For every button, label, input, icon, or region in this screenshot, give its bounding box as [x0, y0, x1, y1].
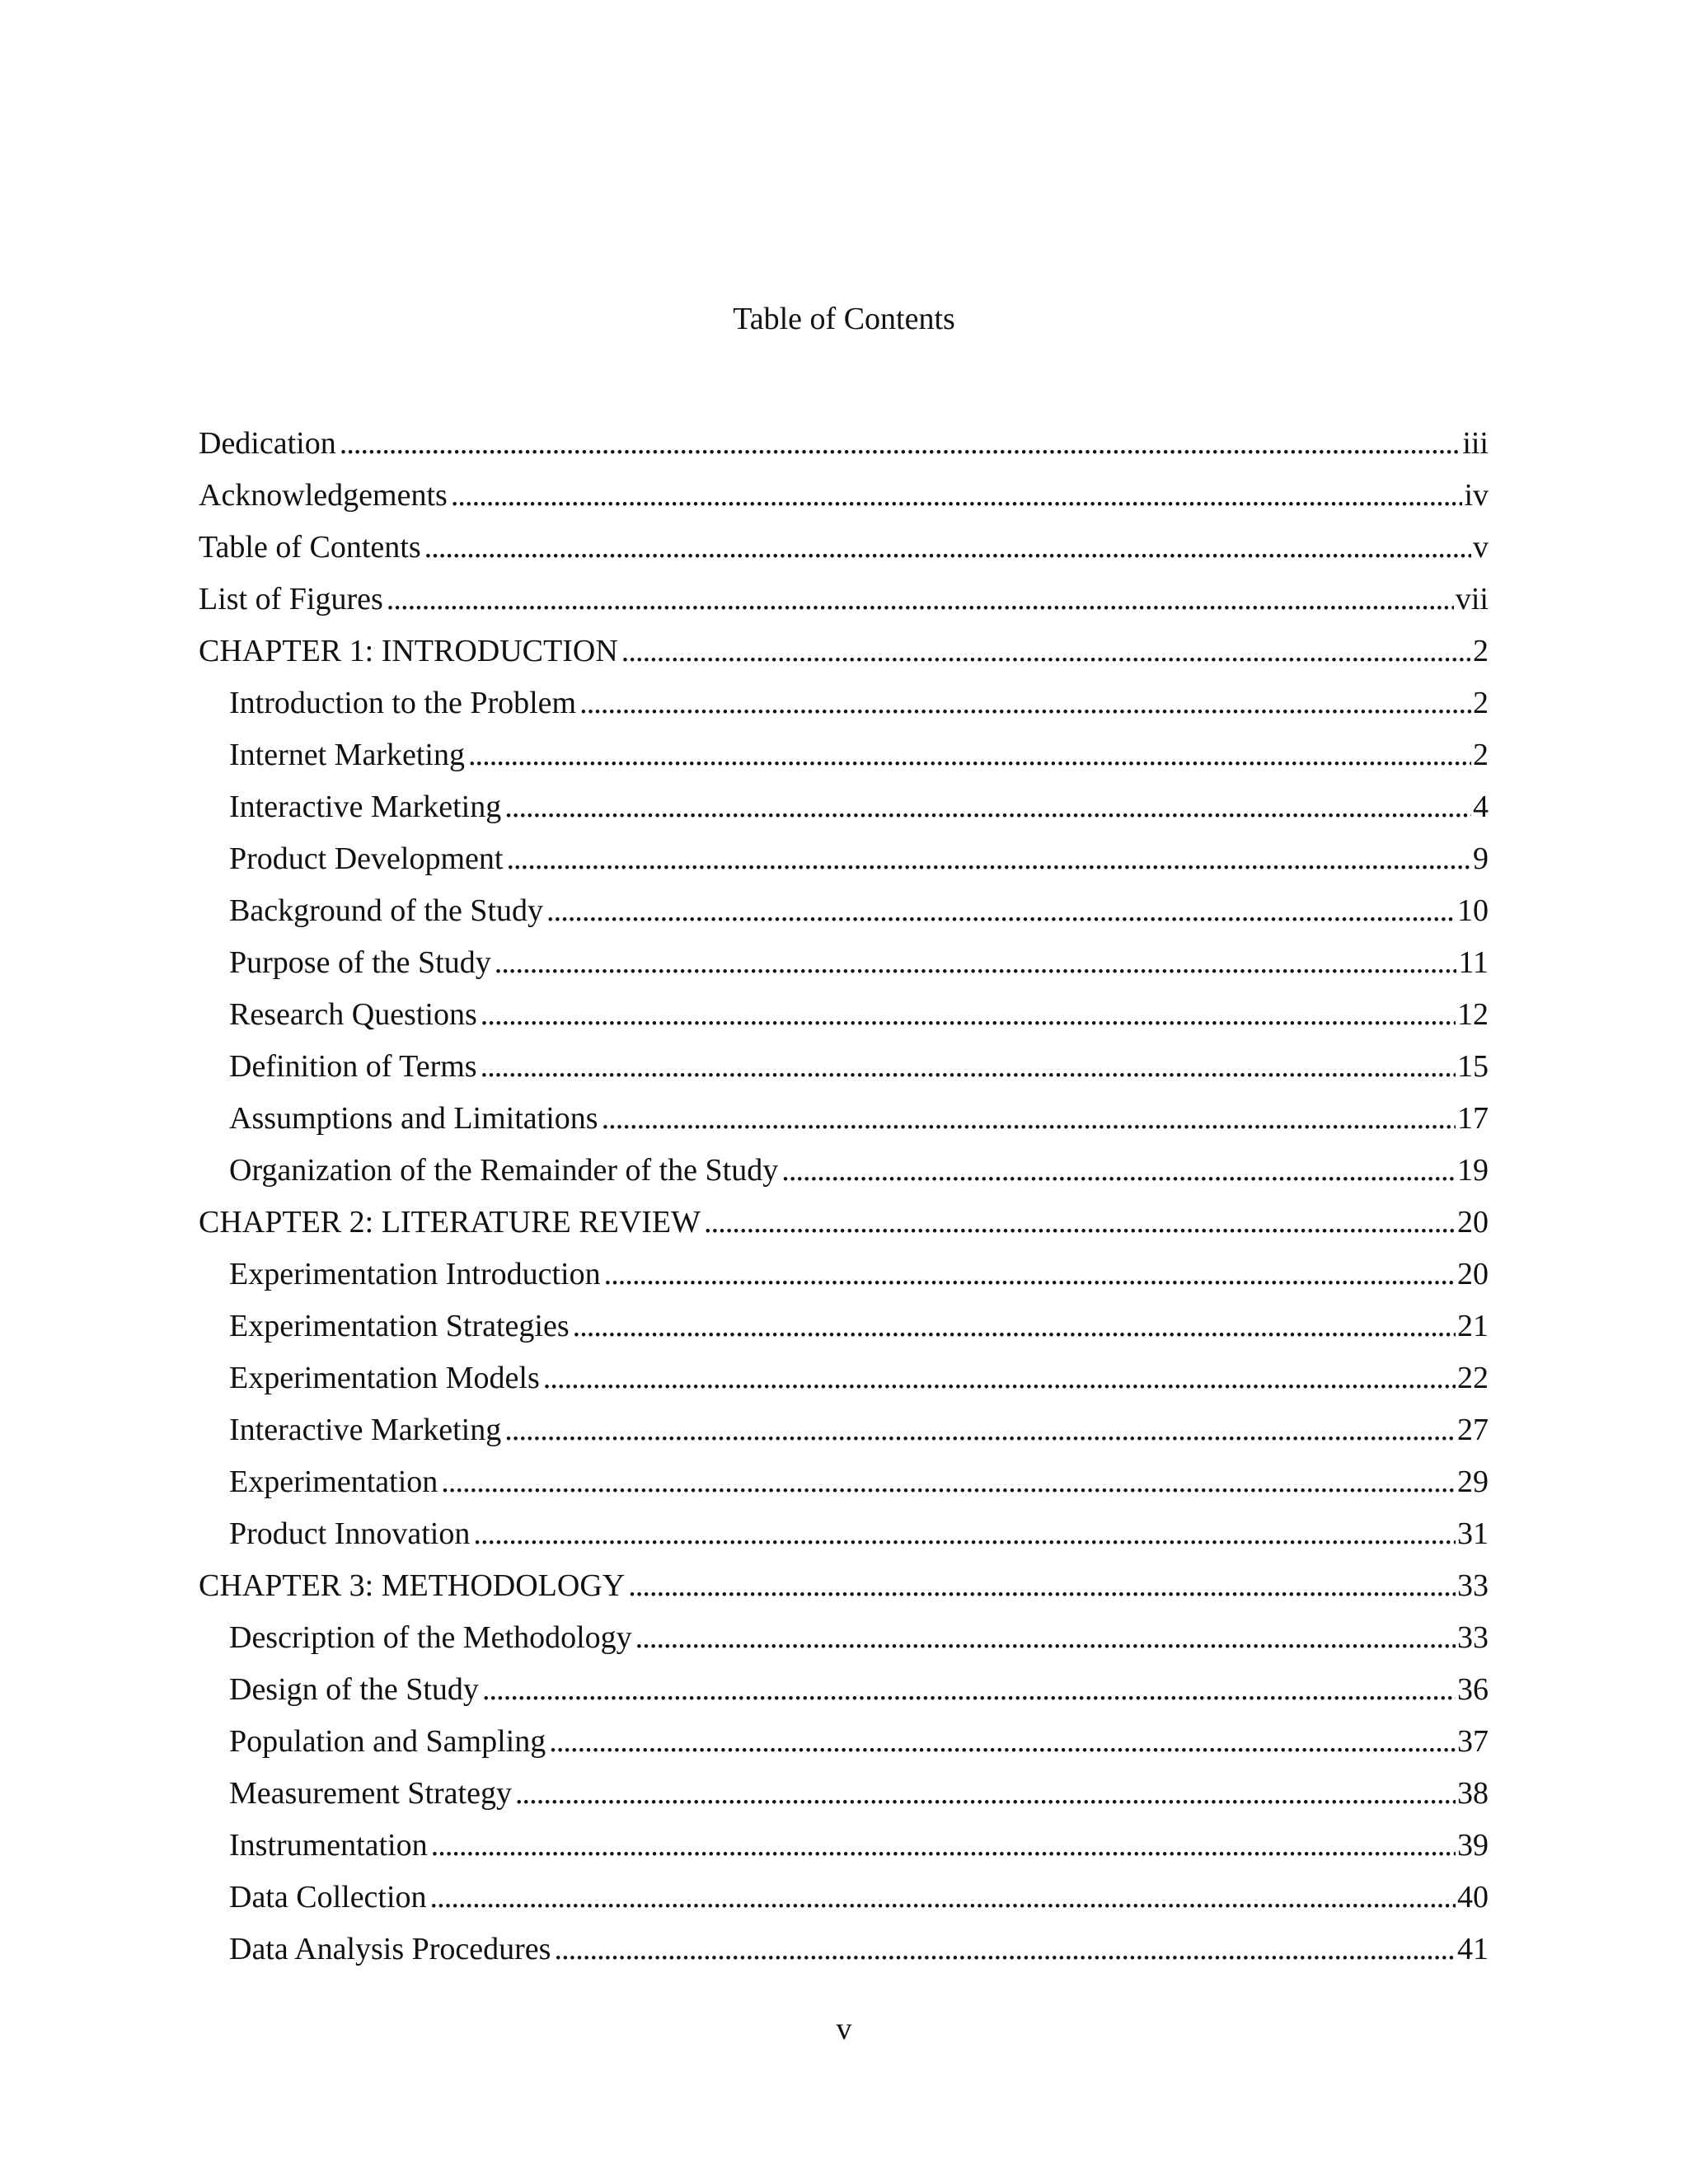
toc-entry-label: Product Innovation: [229, 1516, 471, 1551]
toc-entry-page: 29: [1457, 1465, 1489, 1499]
toc-entry-page: 10: [1457, 893, 1489, 928]
dot-leader: [503, 786, 1471, 827]
toc-entry-page: 27: [1457, 1413, 1489, 1447]
toc-entry-page: 41: [1457, 1932, 1489, 1966]
toc-entry-section[interactable]: [199, 776, 1489, 827]
toc-entry-label: Data Analysis Procedures: [229, 1932, 551, 1966]
toc-entry-label: Definition of Terms: [229, 1049, 477, 1084]
toc-list: [199, 412, 1489, 1970]
toc-entry-page: 22: [1457, 1361, 1489, 1395]
toc-entry-section[interactable]: [199, 1762, 1489, 1814]
toc-entry-label: Experimentation Strategies: [229, 1309, 570, 1343]
dot-leader: [571, 1305, 1456, 1347]
toc-entry-label: Interactive Marketing: [229, 1413, 502, 1447]
toc-entry-section[interactable]: [199, 1451, 1489, 1502]
dot-leader: [467, 734, 1471, 776]
dot-leader: [429, 1825, 1456, 1866]
toc-entry-section[interactable]: [199, 879, 1489, 931]
toc-entry-label: Description of the Methodology: [229, 1620, 632, 1655]
toc-entry-section[interactable]: [199, 1087, 1489, 1139]
toc-entry-section[interactable]: [199, 1658, 1489, 1710]
toc-entry-label: Product Development: [229, 841, 504, 876]
toc-entry-page: 9: [1473, 841, 1489, 876]
dot-leader: [338, 423, 1461, 464]
dot-leader: [545, 890, 1456, 931]
dot-leader: [552, 1929, 1456, 1970]
toc-entry-page: 4: [1473, 790, 1489, 824]
toc-entry-label: Population and Sampling: [229, 1724, 546, 1759]
dot-leader: [479, 1046, 1456, 1087]
toc-entry-label: Organization of the Remainder of the Study: [229, 1153, 779, 1188]
dot-leader: [385, 579, 1454, 620]
toc-entry-section[interactable]: [199, 724, 1489, 776]
toc-entry-page: 12: [1457, 997, 1489, 1032]
dot-leader: [513, 1773, 1456, 1814]
toc-entry-label: Table of Contents: [199, 530, 421, 565]
toc-entry-label: Experimentation: [229, 1465, 438, 1499]
toc-entry-page: 31: [1457, 1516, 1489, 1551]
toc-entry-section[interactable]: [199, 1710, 1489, 1762]
toc-entry-section[interactable]: [199, 1502, 1489, 1554]
dot-leader: [493, 942, 1457, 983]
toc-entry-label: Background of the Study: [229, 893, 544, 928]
toc-entry-label: Interactive Marketing: [229, 790, 502, 824]
toc-entry-section[interactable]: [199, 827, 1489, 879]
toc-entry-page: 2: [1473, 634, 1489, 668]
dot-leader: [600, 1098, 1456, 1139]
dot-leader: [449, 475, 1463, 516]
toc-entry-label: Internet Marketing: [229, 738, 465, 772]
toc-entry-page: iii: [1462, 426, 1489, 461]
toc-entry-section[interactable]: [199, 983, 1489, 1035]
toc-entry-chapter[interactable]: [199, 464, 1489, 516]
dot-leader: [504, 838, 1471, 879]
dot-leader: [634, 1617, 1456, 1658]
dot-leader: [780, 1150, 1456, 1191]
dot-leader: [481, 1669, 1456, 1710]
toc-entry-page: v: [1473, 530, 1489, 565]
dot-leader: [578, 682, 1471, 724]
toc-entry-section[interactable]: [199, 1243, 1489, 1295]
dot-leader: [471, 1513, 1456, 1554]
toc-entry-section[interactable]: [199, 672, 1489, 724]
toc-entry-label: CHAPTER 3: METHODOLOGY: [199, 1568, 626, 1603]
toc-entry-chapter[interactable]: [199, 1554, 1489, 1606]
toc-entry-section[interactable]: [199, 1918, 1489, 1970]
toc-entry-section[interactable]: [199, 1606, 1489, 1658]
toc-entry-page: 40: [1457, 1880, 1489, 1915]
toc-entry-page: 20: [1457, 1257, 1489, 1291]
toc-entry-label: Dedication: [199, 426, 336, 461]
dot-leader: [626, 1565, 1456, 1606]
page-title: Table of Contents: [733, 302, 955, 336]
toc-entry-chapter[interactable]: [199, 516, 1489, 568]
toc-entry-label: CHAPTER 1: INTRODUCTION: [199, 634, 618, 668]
toc-entry-section[interactable]: [199, 1866, 1489, 1918]
toc-entry-page: 19: [1457, 1153, 1489, 1188]
dot-leader: [702, 1202, 1456, 1243]
toc-entry-section[interactable]: [199, 1814, 1489, 1866]
toc-entry-page: 20: [1457, 1205, 1489, 1240]
toc-entry-page: 33: [1457, 1620, 1489, 1655]
toc-entry-page: vii: [1455, 582, 1489, 616]
toc-entry-section[interactable]: [199, 1347, 1489, 1399]
toc-entry-label: Data Collection: [229, 1880, 427, 1915]
toc-entry-page: 37: [1457, 1724, 1489, 1759]
toc-entry-section[interactable]: [199, 1295, 1489, 1347]
toc-entry-section[interactable]: [199, 931, 1489, 983]
toc-entry-label: Experimentation Introduction: [229, 1257, 601, 1291]
toc-entry-chapter[interactable]: [199, 620, 1489, 672]
page-number: v: [836, 2012, 852, 2046]
dot-leader: [547, 1721, 1456, 1762]
toc-entry-label: Instrumentation: [229, 1828, 428, 1863]
toc-entry-page: 2: [1473, 738, 1489, 772]
toc-entry-section[interactable]: [199, 1035, 1489, 1087]
toc-entry-label: Research Questions: [229, 997, 477, 1032]
toc-entry-label: Experimentation Models: [229, 1361, 540, 1395]
toc-entry-page: 15: [1457, 1049, 1489, 1084]
dot-leader: [620, 630, 1471, 672]
toc-entry-section[interactable]: [199, 1399, 1489, 1451]
toc-entry-page: 38: [1457, 1776, 1489, 1811]
toc-entry-chapter[interactable]: [199, 568, 1489, 620]
toc-entry-chapter[interactable]: [199, 1191, 1489, 1243]
toc-entry-label: Purpose of the Study: [229, 945, 491, 980]
dot-leader: [503, 1409, 1456, 1451]
dot-leader: [479, 994, 1456, 1035]
toc-entry-label: CHAPTER 2: LITERATURE REVIEW: [199, 1205, 701, 1240]
toc-entry-page: 39: [1457, 1828, 1489, 1863]
toc-entry-label: Acknowledgements: [199, 478, 448, 513]
toc-entry-section[interactable]: [199, 1139, 1489, 1191]
dot-leader: [423, 527, 1471, 568]
dot-leader: [603, 1254, 1456, 1295]
toc-entry-label: Assumptions and Limitations: [229, 1101, 598, 1136]
toc-entry-page: iv: [1464, 478, 1489, 513]
toc-entry-chapter[interactable]: [199, 412, 1489, 464]
toc-entry-label: Measurement Strategy: [229, 1776, 512, 1811]
dot-leader: [429, 1877, 1456, 1918]
dot-leader: [439, 1461, 1456, 1502]
toc-entry-page: 21: [1457, 1309, 1489, 1343]
toc-entry-label: Introduction to the Problem: [229, 686, 577, 720]
dot-leader: [542, 1357, 1456, 1399]
toc-entry-page: 33: [1457, 1568, 1489, 1603]
toc-entry-page: 17: [1457, 1101, 1489, 1136]
toc-entry-label: List of Figures: [199, 582, 383, 616]
toc-entry-page: 11: [1458, 945, 1489, 980]
toc-entry-page: 2: [1473, 686, 1489, 720]
toc-entry-label: Design of the Study: [229, 1672, 479, 1707]
toc-entry-page: 36: [1457, 1672, 1489, 1707]
